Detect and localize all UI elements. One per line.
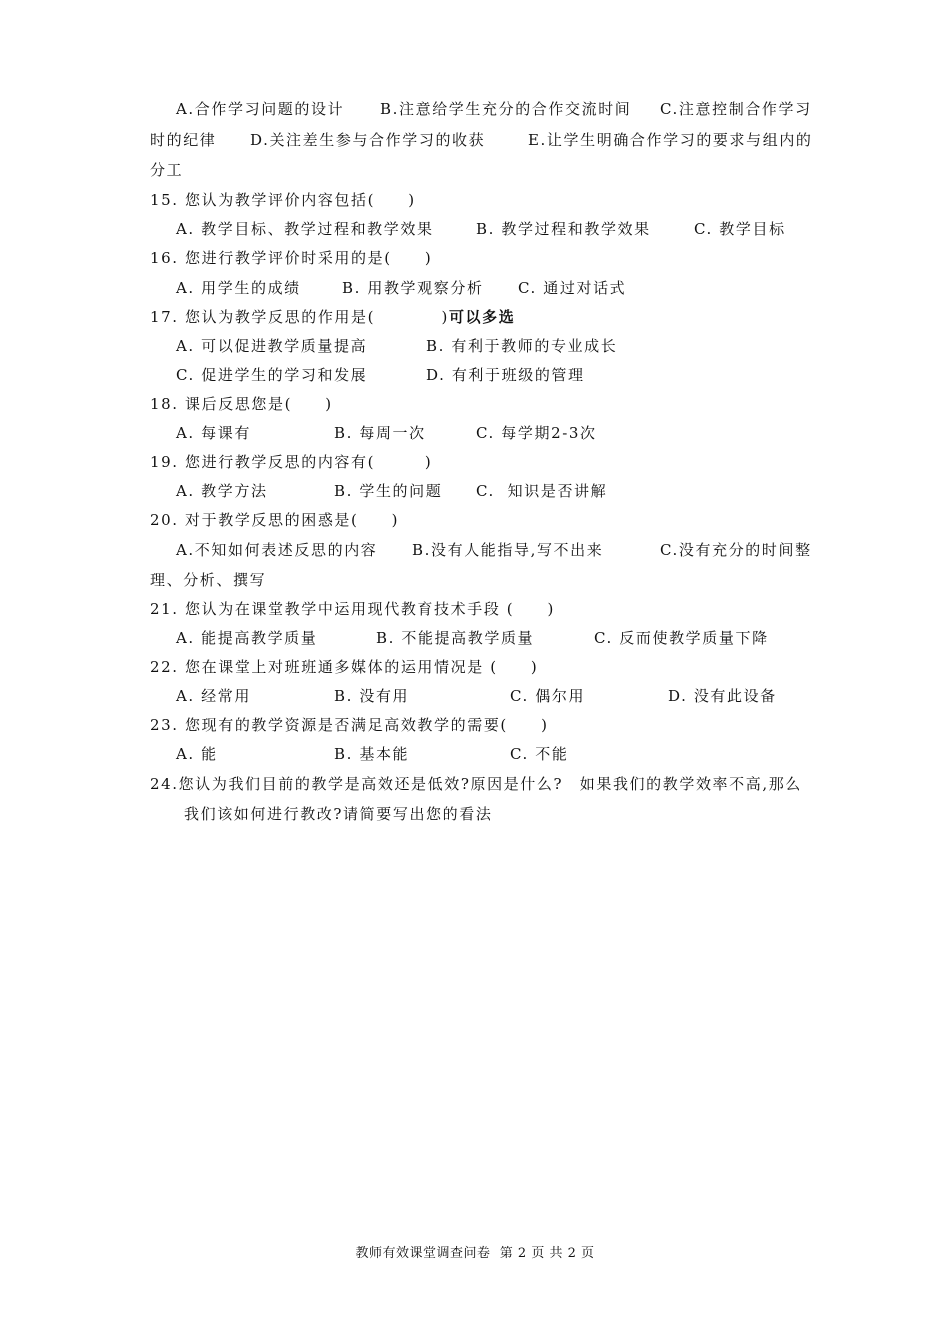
- q16-option-a: A. 用学生的成绩: [176, 279, 301, 297]
- q20-option-c-continued: 理、分析、撰写: [150, 571, 267, 589]
- q20-question: 20. 对于教学反思的困惑是( ): [150, 511, 400, 529]
- q15-option-c: C. 教学目标: [694, 220, 786, 238]
- q18-question: 18. 课后反思您是( ): [150, 395, 333, 413]
- q21-option-c: C. 反而使教学质量下降: [594, 629, 769, 647]
- q17-question-text: 17. 您认为教学反思的作用是( ): [150, 308, 449, 326]
- q17-option-a: A. 可以促进教学质量提高: [176, 337, 368, 355]
- q14-option-c-continued: 时的纪律: [150, 131, 217, 149]
- q23-option-b: B. 基本能: [334, 745, 410, 763]
- q17-option-b: B. 有利于教师的专业成长: [426, 337, 618, 355]
- q14-option-e-continued: 分工: [150, 161, 184, 179]
- q14-option-d: D.关注差生参与合作学习的收获: [250, 131, 486, 149]
- q21-option-a: A. 能提高教学质量: [176, 629, 318, 647]
- q22-option-c: C. 偶尔用: [510, 687, 586, 705]
- q19-option-c: C. 知识是否讲解: [476, 482, 608, 500]
- q22-option-d: D. 没有此设备: [668, 687, 777, 705]
- q18-option-a: A. 每课有: [176, 424, 251, 442]
- q20-option-a: A.不知如何表述反思的内容: [176, 541, 378, 559]
- q14-option-a: A.合作学习问题的设计: [176, 100, 345, 118]
- q17-question: [150, 307, 515, 327]
- q21-question: 21. 您认为在课堂教学中运用现代教育技术手段 ( ): [150, 600, 555, 618]
- q17-option-d: D. 有利于班级的管理: [426, 366, 585, 384]
- q19-question: 19. 您进行教学反思的内容有( ): [150, 453, 433, 471]
- q16-question: 16. 您进行教学评价时采用的是( ): [150, 249, 433, 267]
- q15-option-b: B. 教学过程和教学效果: [476, 220, 651, 238]
- q22-question: 22. 您在课堂上对班班通多媒体的运用情况是 ( ): [150, 658, 539, 676]
- q17-option-c: C. 促进学生的学习和发展: [176, 366, 368, 384]
- q21-option-b: B. 不能提高教学质量: [376, 629, 535, 647]
- page-footer: 教师有效课堂调查问卷 第 2 页 共 2 页: [355, 1246, 595, 1261]
- q23-option-c: C. 不能: [510, 745, 569, 763]
- q19-option-b: B. 学生的问题: [334, 482, 443, 500]
- q16-option-c: C. 通过对话式: [518, 279, 627, 297]
- q20-option-c: C.没有充分的时间整: [660, 541, 812, 559]
- q23-option-a: A. 能: [176, 745, 218, 763]
- q24-question: 24.您认为我们目前的教学是高效还是低效?原因是什么? 如果我们的教学效率不高,那么: [150, 775, 802, 793]
- q18-option-c: C. 每学期2-3次: [476, 424, 597, 442]
- q14-option-c: C.注意控制合作学习: [660, 100, 812, 118]
- q22-option-a: A. 经常用: [176, 687, 251, 705]
- q20-option-b: B.没有人能指导,写不出来: [412, 541, 604, 559]
- q23-question: 23. 您现有的教学资源是否满足高效教学的需要( ): [150, 716, 549, 734]
- q22-option-b: B. 没有用: [334, 687, 410, 705]
- q15-question: 15. 您认为教学评价内容包括( ): [150, 191, 416, 209]
- q18-option-b: B. 每周一次: [334, 424, 426, 442]
- q17-multi-select-note: 可以多选: [448, 308, 516, 326]
- q14-option-b: B.注意给学生充分的合作交流时间: [380, 100, 632, 118]
- q16-option-b: B. 用教学观察分析: [342, 279, 484, 297]
- q14-option-e: E.让学生明确合作学习的要求与组内的: [528, 131, 813, 149]
- q15-option-a: A. 教学目标、教学过程和教学效果: [176, 220, 434, 238]
- q24-question-continued: 我们该如何进行教改?请简要写出您的看法: [184, 805, 493, 823]
- q19-option-a: A. 教学方法: [176, 482, 268, 500]
